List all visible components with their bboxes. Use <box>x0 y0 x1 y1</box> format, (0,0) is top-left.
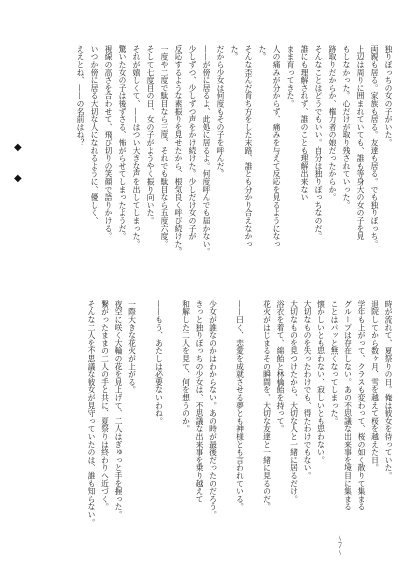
text-line: いつか傍に居る大切な人になれるように、優しく、 <box>90 45 99 225</box>
text-line: 時が流れて、夏祭りの日。俺は彼女を待っていた。 <box>384 300 393 480</box>
paragraph <box>152 300 166 532</box>
text-line: 少女が誰なのかはわからない。あの時が最後だったのだろう。 <box>208 300 218 519</box>
text-line: 退院してから数ヶ月、雪を越えて桜を越えた日。 <box>370 300 380 472</box>
paragraph <box>260 300 395 532</box>
paragraph <box>85 300 139 532</box>
text-line: 懐かしいとも思わない、寂しいとも思わない。 <box>316 300 326 464</box>
text-line: きっと独りぼっちの少女は、不思議な出来事を乗り越えて <box>195 300 204 503</box>
text-line: そんなことはどうでもいい。自分は独りぼっちなのだ。 <box>314 45 323 240</box>
text-line: ことはパッと無くなってしまった。 <box>330 300 339 425</box>
text-line: 一際大きな花火が上がる。 <box>127 300 137 394</box>
text-line: そして七度目の日、女の子がようやく振り向いた。 <box>146 45 155 225</box>
text-line: 学年も上がって、クラスも変わって、桜の如く散りて集まる <box>357 300 366 511</box>
bottom-text-block <box>73 300 395 532</box>
text-line: 浴衣を着て、綿飴と林檎飴を持って。 <box>276 300 285 433</box>
paragraph <box>73 45 395 260</box>
text-line: だから少女は何度もその子を呼んだ。 <box>216 45 225 178</box>
top-text-block <box>73 45 395 260</box>
text-line: ——が傍に居るよ、此処に居るよ。何度呼んでも届かない。 <box>202 45 211 256</box>
text-line: 人の痛みが分からず、痛みを与えて反応を見るようになった。 <box>258 45 281 248</box>
page-number: 〜７〜 <box>336 535 344 556</box>
text-line: 上辺は周りに囲まれていても、誰も等身大の女の子を見 <box>356 45 365 240</box>
text-line: 跡取りだからか、権力者の娘だったからか。 <box>328 45 337 201</box>
text-line: 視線の高さを合わせて、飛び切りの笑顔で語りかける。 <box>104 45 113 240</box>
text-line: ——もう、あたしは必要ないわね。 <box>154 300 164 425</box>
text-line: 繋がったままの二人の手と共に、夏祭りは終わりへ近づく。 <box>100 300 110 511</box>
text-line: グループは存在しない。あの不思議な出来事を境目に集まる <box>343 300 353 511</box>
section-break-diamond: ◆ <box>14 142 22 153</box>
text-line: 少しずつ、少しずつ声をかけ続けた。少しだけ女の子が <box>188 45 197 240</box>
text-line: もしなかった。心だけが取り残されていった。 <box>342 45 351 209</box>
text-line: 両親も居る。家族も居る。友達も居る。でも独りぼっち。 <box>370 45 379 248</box>
paragraph <box>233 300 247 532</box>
text-line: 大切なものを失ったわけでも、得たわけでもない。 <box>303 300 312 480</box>
text-line: まま育ってきた。 <box>286 45 295 108</box>
text-line: 驚いた女の子は後ずさる、怖がらせてしまったようだ。 <box>118 45 127 240</box>
text-line: ええとね、——の名前はね？ <box>76 45 85 147</box>
text-line: 大切なものを見つけたから、大切な人と一緒に居るだけ。 <box>289 300 299 503</box>
text-line: 誰にも理解されず、誰のことも理解出来ない <box>300 45 309 201</box>
text-line: それが嬉しくて、——はつい大きな声を出してしまった。 <box>132 45 141 248</box>
text-line: 和解した二人を見て、何を想うのか。 <box>181 300 191 433</box>
paragraph <box>179 300 220 532</box>
text-line: 花火がはじまるその瞬間を、大切な友達と一緒に見るのだ。 <box>262 300 272 511</box>
text-line: ——曰く、恋愛を成就させる夢とも神様とも言われている。 <box>235 300 245 511</box>
section-break-diamond: ◆ <box>14 173 22 184</box>
text-line: 独りぼっちの女の子がいた。 <box>384 45 393 147</box>
text-line: そんな歪んだ育ち方をした末路、誰とも分かり合えなかった。 <box>230 45 253 248</box>
text-line: 一度や二度で駄目なら三度、それでも駄目なら五度六度。 <box>160 45 169 248</box>
text-line: 夜空に咲く大輪の花を見上げて、二人はぎゅっと手を握った。 <box>114 300 123 519</box>
text-line: そんな二人を不思議な彼女が見守っていたのは、誰も知らない。 <box>87 300 96 527</box>
text-line: 反応するような素振りを見せたから、根気良く呼び続けた。 <box>174 45 183 256</box>
